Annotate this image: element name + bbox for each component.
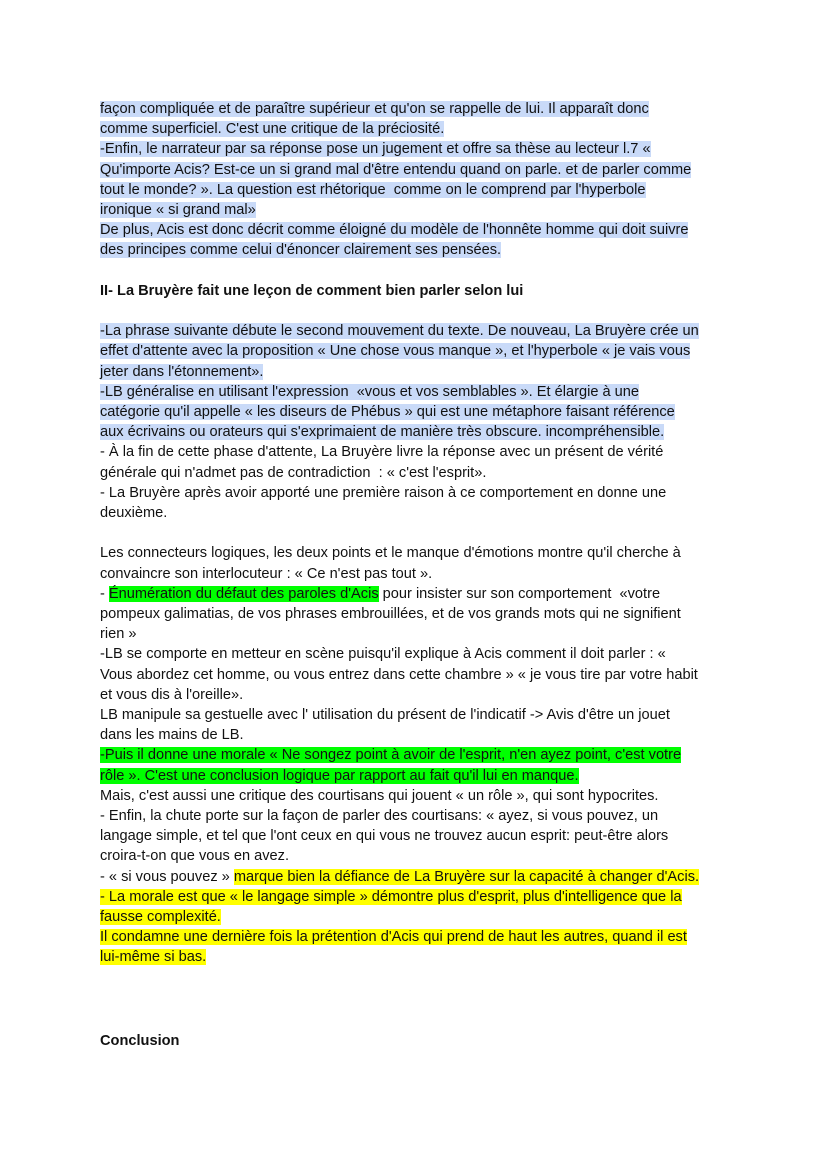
text-line: - La morale est que « le langage simple » démontre plus d'esprit, plus d'intelligence que la: [100, 888, 682, 905]
text-line: croira-t-on que vous en avez.: [100, 848, 290, 865]
text-line: -Puis il donne une morale « Ne songez point à avoir de l'esprit, n'en ayez point, c'est votre: [100, 747, 682, 764]
text-line: effet d'attente avec la proposition « Une chose vous manque », et l'hyperbole « je vais vous: [100, 343, 691, 360]
text-line: lui-même si bas.: [100, 949, 207, 966]
spacer: [100, 301, 740, 321]
text-line: fausse complexité.: [100, 909, 221, 926]
text-line: convaincre son interlocuteur : « Ce n'est pas tout ».: [100, 565, 433, 582]
text-line: -Enfin, le narrateur par sa réponse pose un jugement et offre sa thèse au lecteur l.7 «: [100, 141, 651, 158]
text-line: et vous dis à l'oreille».: [100, 686, 244, 703]
spacer: [100, 968, 740, 988]
text-line: façon compliquée et de paraître supérieur et qu'on se rappelle de lui. Il apparaît donc: [100, 101, 649, 117]
spacer: [100, 1008, 740, 1028]
text-line: Mais, c'est aussi une critique des courtisans qui jouent « un rôle », qui sont hypocrites.: [100, 787, 659, 804]
line-rest: pour insister sur son comportement «votre: [378, 585, 661, 602]
text-line: Il condamne une dernière fois la prétention d'Acis qui prend de haut les autres, quand il est: [100, 929, 687, 946]
text-line: deuxième.: [100, 505, 168, 522]
yellow-highlight: marque bien la défiance de La Bruyère sur la capacité à changer d'Acis.: [233, 868, 700, 885]
text-line: - La Bruyère après avoir apporté une première raison à ce comportement en donne une: [100, 484, 667, 501]
enumeration-line: [100, 584, 740, 604]
text-line: LB manipule sa gestuelle avec l' utilisation du présent de l'indicatif -> Avis d'être un jouet: [100, 707, 670, 724]
text-line: générale qui n'admet pas de contradiction : « c'est l'esprit».: [100, 464, 487, 481]
text-line: comme superficiel. C'est une critique de la préciosité.: [100, 121, 445, 138]
text-line: langage simple, et tel que l'ont ceux en qui vous ne trouvez aucun esprit: peut-être alors: [100, 828, 669, 845]
text-line: aux écrivains ou orateurs qui s'exprimaient de manière très obscure. incompréhensible.: [100, 424, 665, 441]
spacer: [100, 261, 740, 281]
text-line: dans les mains de LB.: [100, 727, 244, 744]
section-heading: II- La Bruyère fait une leçon de comment bien parler selon lui: [100, 282, 524, 299]
text-line: - Enfin, la chute porte sur la façon de parler des courtisans: « ayez, si vous pouvez, un: [100, 808, 659, 825]
text-line: jeter dans l'étonnement».: [100, 363, 264, 380]
text-line: -La phrase suivante débute le second mouvement du texte. De nouveau, La Bruyère crée un: [100, 323, 699, 340]
text-line: De plus, Acis est donc décrit comme éloigné du modèle de l'honnête homme qui doit suivre: [100, 222, 689, 239]
text-line: rôle ». C'est une conclusion logique par rapport au fait qu'il lui en manque.: [100, 767, 579, 784]
text-line: -LB généralise en utilisant l'expression «vous et vos semblables ». Et élargie à une: [100, 383, 640, 400]
conclusion-heading: Conclusion: [100, 1033, 180, 1050]
defiance-line: [100, 867, 740, 887]
text-line: Vous abordez cet homme, ou vous entrez dans cette chambre » « je vous tire par votre habit: [100, 666, 698, 683]
text-line: catégorie qu'il appelle « les diseurs de Phébus » qui est une métaphore faisant référence: [100, 404, 675, 421]
text-line: ironique « si grand mal»: [100, 202, 256, 219]
text-line: des principes comme celui d'énoncer clairement ses pensées.: [100, 242, 502, 259]
spacer: [100, 988, 740, 1008]
text-line: pompeux galimatias, de vos phrases embrouillées, et de vos grands mots qui ne signifient: [100, 606, 681, 623]
line-prefix: -: [100, 585, 109, 602]
text-line: - À la fin de cette phase d'attente, La Bruyère livre la réponse avec un présent de vérité: [100, 444, 664, 461]
line-prefix: - « si vous pouvez »: [100, 868, 234, 885]
text-line: tout le monde? ». La question est rhétorique comme on le comprend par l'hyperbole: [100, 181, 646, 198]
text-line: Qu'importe Acis? Est-ce un si grand mal d'être entendu quand on parle. et de parler comme: [100, 161, 692, 178]
green-highlight: Énumération du défaut des paroles d'Acis: [108, 585, 379, 602]
text-line: rien »: [100, 626, 137, 643]
text-line: -LB se comporte en metteur en scène puisqu'il explique à Acis comment il doit parler : «: [100, 646, 666, 663]
text-line: Les connecteurs logiques, les deux points et le manque d'émotions montre qu'il cherche à: [100, 545, 681, 562]
document-page: [100, 99, 740, 1051]
spacer: [100, 523, 740, 543]
